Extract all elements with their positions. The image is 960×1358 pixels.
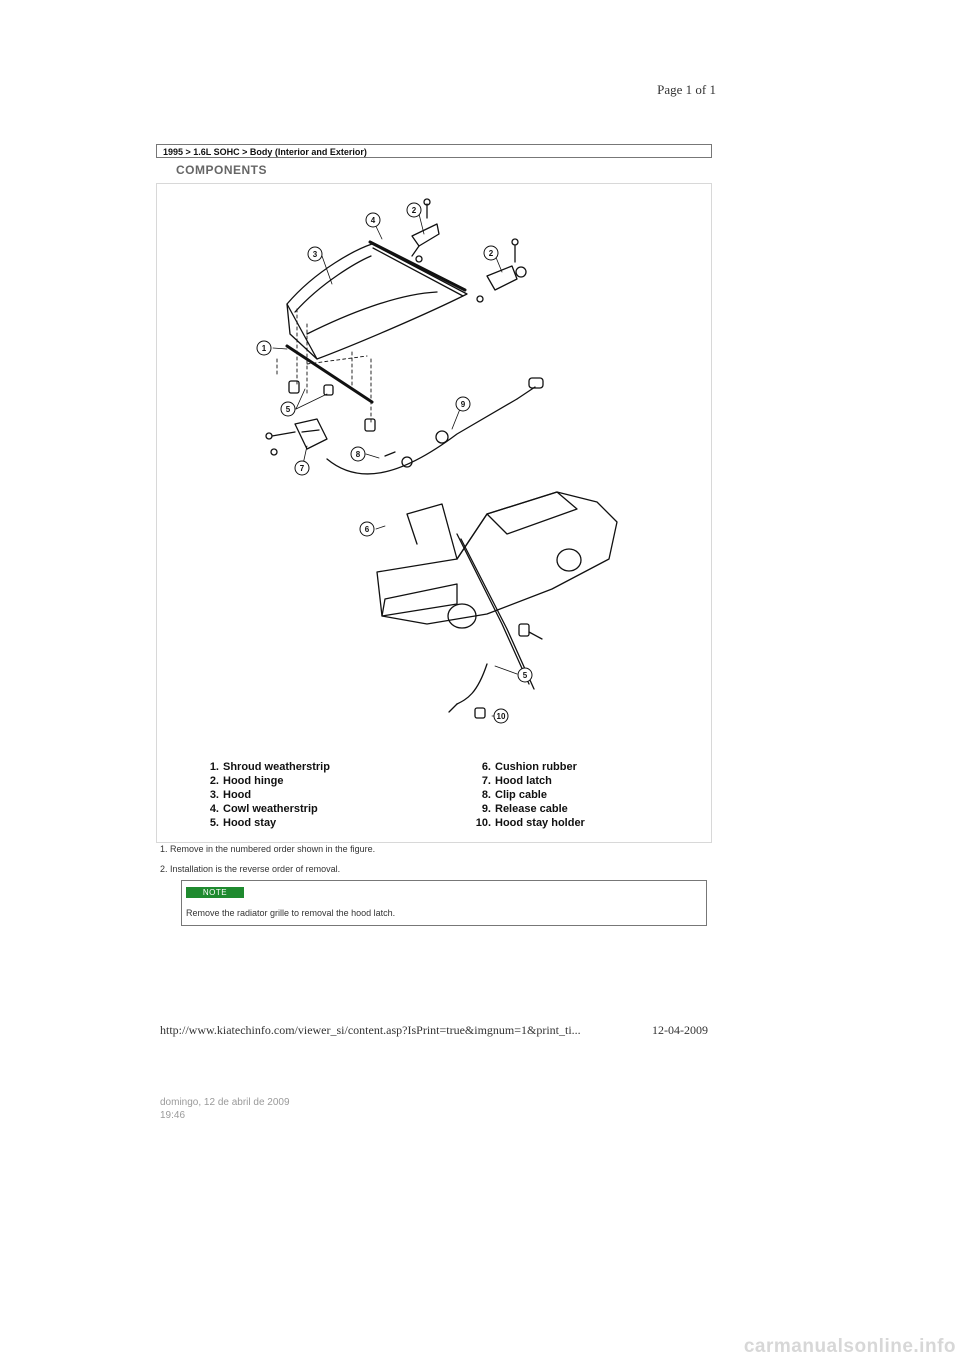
note-text: Remove the radiator grille to removal the hood latch. (186, 908, 396, 918)
callout-5b (518, 668, 532, 682)
hood-components-diagram (157, 184, 713, 844)
callout-8 (351, 447, 365, 461)
legend-item: 10. Hood stay holder (475, 817, 585, 829)
footer-date: 12-04-2009 (652, 1023, 708, 1037)
hood-hinge-drawing (412, 199, 526, 302)
note-badge: NOTE (186, 887, 244, 898)
breadcrumb: 1995 > 1.6L SOHC > Body (Interior and Exterior) (156, 144, 712, 158)
stamp-date: domingo, 12 de abril de 2009 (160, 1097, 290, 1108)
svg-text:10: 10 (496, 712, 506, 721)
svg-text:6: 6 (364, 525, 370, 534)
legend-item: 1. Shroud weatherstrip (209, 761, 330, 773)
hood-latch-drawing (266, 419, 327, 455)
legend-item: 7. Hood latch (481, 775, 552, 787)
watermark: carmanualsonline.info (743, 1336, 956, 1357)
legend-item: 4. Cowl weatherstrip (209, 803, 318, 815)
callout-7 (295, 461, 309, 475)
svg-text:3: 3 (312, 250, 318, 259)
legend-item: 9. Release cable (481, 803, 568, 815)
stamp-time: 19:46 (160, 1110, 186, 1121)
svg-text:7: 7 (299, 464, 305, 473)
svg-text:2: 2 (411, 206, 417, 215)
legend-item: 6. Cushion rubber (481, 761, 577, 773)
svg-text:2: 2 (488, 249, 494, 258)
svg-text:1: 1 (261, 344, 267, 353)
timestamp-stamp (160, 1096, 290, 1122)
svg-text:8: 8 (355, 450, 361, 459)
hood-drawing (287, 242, 467, 402)
callout-4 (366, 213, 380, 227)
callout-6 (360, 522, 374, 536)
note-box (181, 880, 707, 926)
footer-url: http://www.kiatechinfo.com/viewer_si/content.asp?IsPrint=true&imgnum=1&print_ti... (160, 1023, 581, 1037)
callout-1 (257, 341, 271, 355)
components-figure (156, 183, 712, 843)
svg-text:4: 4 (370, 216, 376, 225)
callout-2a (407, 203, 421, 217)
car-drawing (377, 492, 617, 689)
svg-text:5: 5 (285, 405, 291, 414)
page-number: Page 1 of 1 (657, 82, 716, 97)
legend-item: 2. Hood hinge (209, 775, 284, 787)
section-title: COMPONENTS (176, 163, 268, 177)
callout-3 (308, 247, 322, 261)
step-item: 1. Remove in the numbered order shown in the figure. (160, 844, 376, 854)
legend-item: 5. Hood stay (209, 817, 277, 829)
step-item: 2. Installation is the reverse order of removal. (160, 864, 341, 874)
callout-2b (484, 246, 498, 260)
callout-10 (494, 709, 508, 723)
svg-text:9: 9 (460, 400, 466, 409)
svg-text:5: 5 (522, 671, 528, 680)
legend-item: 3. Hood (209, 789, 252, 801)
callout-5a (281, 402, 295, 416)
procedure-steps (160, 842, 375, 882)
callout-9 (456, 397, 470, 411)
legend-item: 8. Clip cable (481, 789, 547, 801)
